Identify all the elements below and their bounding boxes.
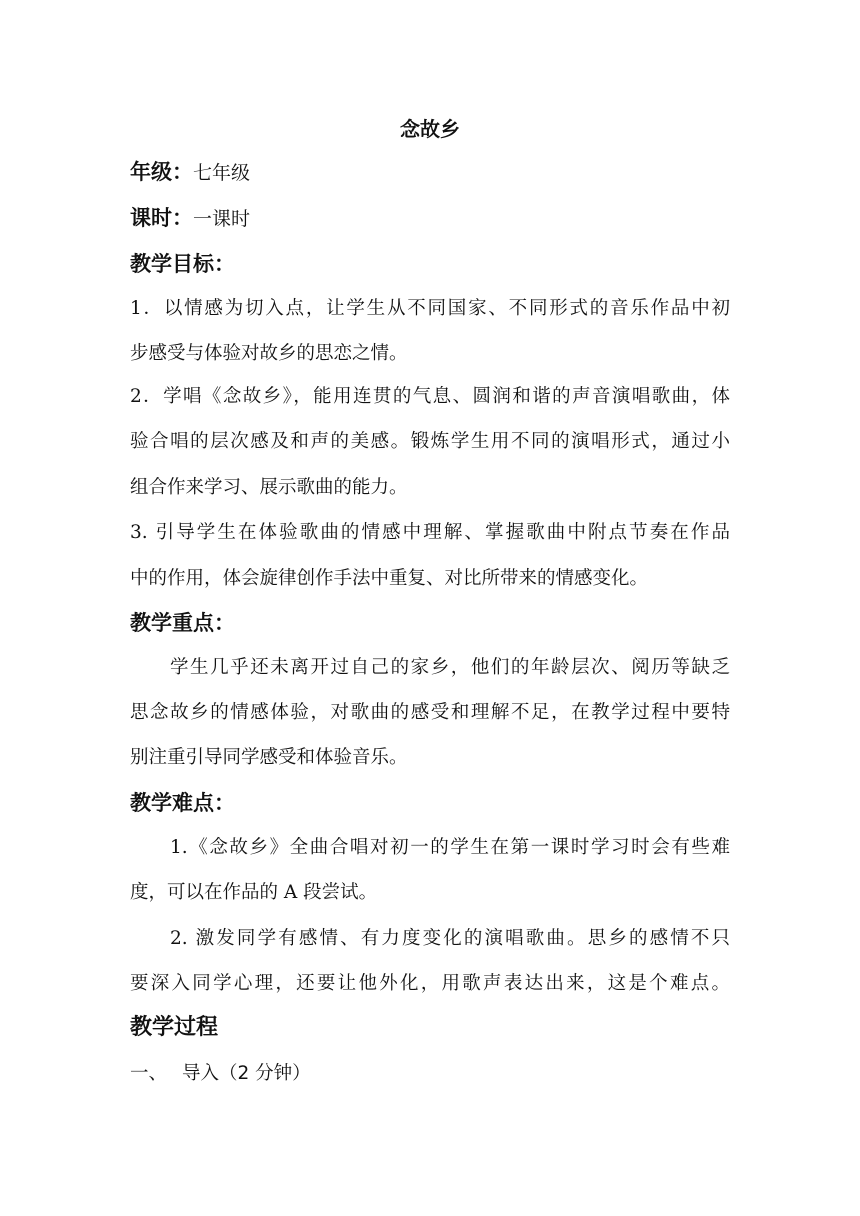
grade-label: 年级： bbox=[130, 160, 193, 184]
objectives-line: 验合唱的层次感及和声的美感。锻炼学生用不同的演唱形式，通过小 bbox=[130, 431, 730, 452]
process-step bbox=[130, 1060, 311, 1088]
difficulties-heading: 教学难点： bbox=[130, 791, 235, 815]
process-step-number: 一、 bbox=[130, 1063, 168, 1084]
period-line bbox=[130, 204, 250, 233]
key-points-heading: 教学重点： bbox=[130, 611, 235, 635]
objectives-line: 1．以情感为切入点，让学生从不同国家、不同形式的音乐作品中初 bbox=[130, 298, 730, 319]
key-points-line: 别注重引导同学感受和体验音乐。 bbox=[130, 747, 408, 768]
grade-value: 七年级 bbox=[193, 162, 251, 184]
process-step-text: 导入（2 分钟） bbox=[182, 1063, 311, 1084]
difficulties-line: 1.《念故乡》全曲合唱对初一的学生在第一课时学习时会有些难 bbox=[170, 837, 730, 858]
objectives-line: 2．学唱《念故乡》，能用连贯的气息、圆润和谐的声音演唱歌曲，体 bbox=[130, 386, 730, 407]
objectives-line: 3. 引导学生在体验歌曲的情感中理解、掌握歌曲中附点节奏在作品 bbox=[130, 522, 730, 543]
objectives-line: 步感受与体验对故乡的思恋之情。 bbox=[130, 343, 408, 364]
objectives-line: 中的作用，体会旋律创作手法中重复、对比所带来的情感变化。 bbox=[130, 568, 649, 589]
period-value: 一课时 bbox=[193, 208, 251, 230]
objectives-heading: 教学目标： bbox=[130, 252, 235, 276]
grade-line bbox=[130, 158, 250, 187]
document-title: 念故乡 bbox=[400, 117, 460, 141]
objectives-line: 组合作来学习、展示歌曲的能力。 bbox=[130, 477, 408, 498]
difficulties-line: 2. 激发同学有感情、有力度变化的演唱歌曲。思乡的感情不只 bbox=[170, 928, 730, 949]
process-heading: 教学过程 bbox=[130, 1015, 219, 1040]
period-label: 课时： bbox=[130, 206, 193, 230]
key-points-line: 学生几乎还未离开过自己的家乡，他们的年龄层次、阅历等缺乏 bbox=[170, 657, 730, 678]
key-points-line: 思念故乡的情感体验，对歌曲的感受和理解不足，在教学过程中要特 bbox=[130, 702, 730, 723]
difficulties-line: 度，可以在作品的 A 段尝试。 bbox=[130, 882, 378, 903]
difficulties-line: 要深入同学心理，还要让他外化，用歌声表达出来，这是个难点。 bbox=[130, 973, 730, 994]
